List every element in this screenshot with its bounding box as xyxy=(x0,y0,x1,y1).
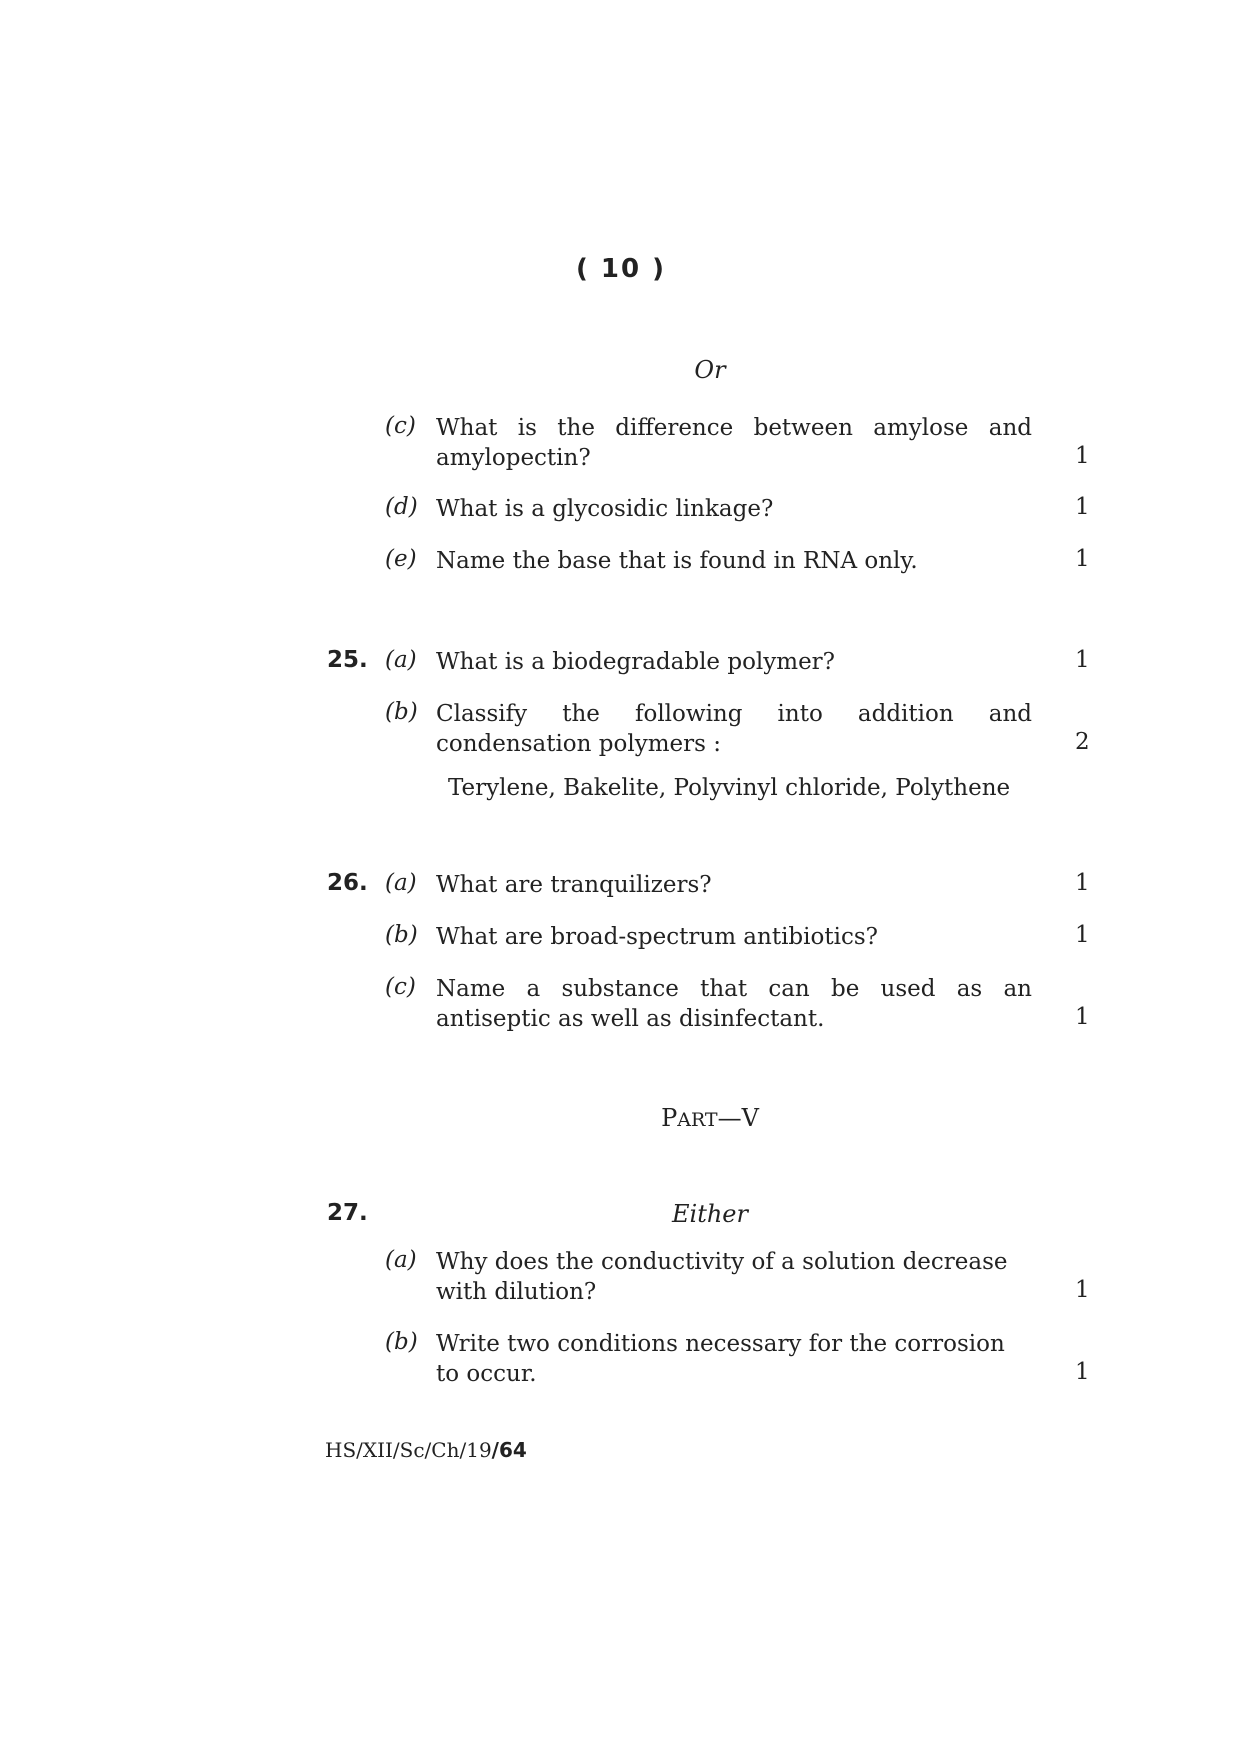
q24e-marks: 1 xyxy=(1075,546,1090,572)
paper-code-text: HS/XII/Sc/Ch/19 xyxy=(325,1438,492,1462)
q25b-label: (b) xyxy=(385,699,418,725)
q25b-marks: 2 xyxy=(1075,729,1090,755)
q24d-text: What is a glycosidic linkage? xyxy=(436,496,774,522)
paper-code xyxy=(325,1438,527,1462)
q27a-text-line1: Why does the conductivity of a solution decrease xyxy=(436,1249,1008,1275)
part-suffix: —V xyxy=(717,1104,759,1132)
q27-number: 27. xyxy=(327,1200,368,1226)
page-number: ( 10 ) xyxy=(575,254,667,284)
q25a-marks: 1 xyxy=(1075,647,1090,673)
q24e-text: Name the base that is found in RNA only. xyxy=(436,548,918,574)
q25b-text-line2: condensation polymers : xyxy=(436,731,721,757)
q24d-label: (d) xyxy=(385,494,418,520)
part-smallcaps: ART xyxy=(677,1109,718,1131)
q26a-text: What are tranquilizers? xyxy=(436,872,712,898)
paper-set-number: /64 xyxy=(491,1438,527,1462)
q24c-text-line1: What is the difference between amylose and xyxy=(436,415,1032,441)
or-label: Or xyxy=(694,356,726,384)
q25a-text: What is a biodegradable polymer? xyxy=(436,649,836,675)
q26b-text: What are broad-spectrum antibiotics? xyxy=(436,924,878,950)
q27a-marks: 1 xyxy=(1075,1277,1090,1303)
q26c-label: (c) xyxy=(385,974,416,1000)
q25-number: 25. xyxy=(327,647,368,673)
q26b-marks: 1 xyxy=(1075,922,1090,948)
q26a-label: (a) xyxy=(385,870,417,896)
q26a-marks: 1 xyxy=(1075,870,1090,896)
q25b-polymer-list: Terylene, Bakelite, Polyvinyl chloride, Polythene xyxy=(448,775,1011,801)
q27a-label: (a) xyxy=(385,1247,417,1273)
q27b-marks: 1 xyxy=(1075,1359,1090,1385)
part-prefix: P xyxy=(661,1104,678,1132)
q24c-marks: 1 xyxy=(1075,443,1090,469)
q25b-text-line1: Classify the following into addition and xyxy=(436,701,1032,727)
either-label: Either xyxy=(672,1200,748,1228)
q27b-text-line1: Write two conditions necessary for the corrosion xyxy=(436,1331,1005,1357)
q27b-text-line2: to occur. xyxy=(436,1361,537,1387)
q24c-text-line2: amylopectin? xyxy=(436,445,591,471)
q25a-label: (a) xyxy=(385,647,417,673)
q24c-label: (c) xyxy=(385,413,416,439)
q24e-label: (e) xyxy=(385,546,417,572)
q26c-text-line2: antiseptic as well as disinfectant. xyxy=(436,1006,825,1032)
q27a-text-line2: with dilution? xyxy=(436,1279,597,1305)
q26c-marks: 1 xyxy=(1075,1004,1090,1030)
q26c-text-line1: Name a substance that can be used as an xyxy=(436,976,1032,1002)
part-heading xyxy=(0,1104,1242,1132)
q24d-marks: 1 xyxy=(1075,494,1090,520)
q26b-label: (b) xyxy=(385,922,418,948)
q27b-label: (b) xyxy=(385,1329,418,1355)
q26-number: 26. xyxy=(327,870,368,896)
